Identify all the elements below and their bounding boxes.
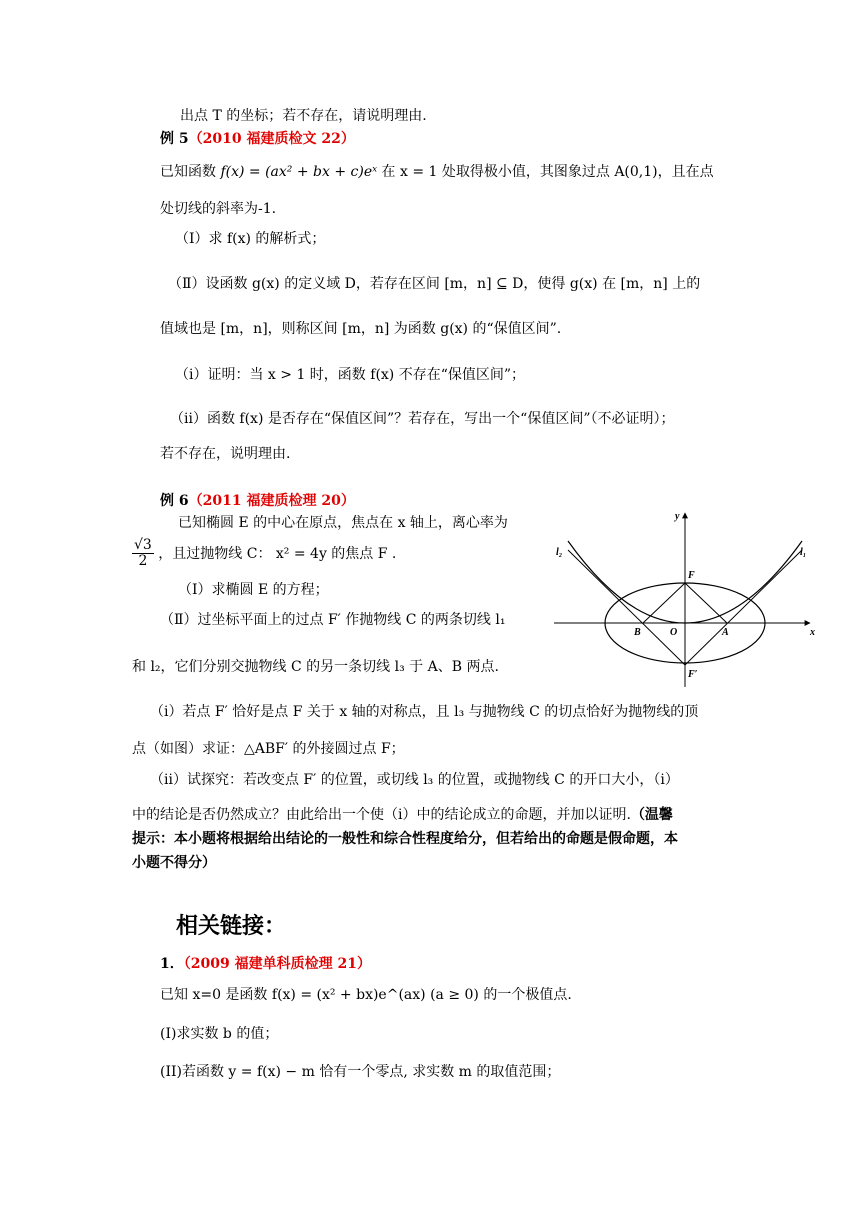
example-6-label: 例 6: [160, 493, 189, 509]
example-6-source: （2011 福建质检理 20）: [188, 493, 355, 509]
example-6-q1: （Ⅰ）求椭圆 E 的方程；: [178, 582, 329, 598]
hint-start: （温馨: [630, 807, 673, 823]
tangent-l1: [685, 550, 802, 665]
label-f-prime: F′: [688, 669, 698, 680]
example-6-qii-line1: （ⅱ）试探究：若改变点 F′ 的位置，或切线 l₃ 的位置，或抛物线 C 的开口大小，（ⅰ）: [150, 772, 679, 788]
example-6-stem-b: ，且过抛物线 C： x² = 4y 的焦点 F .: [158, 545, 397, 562]
example-5-stem-a: 已知函数: [160, 164, 216, 180]
eccentricity-fraction: [132, 538, 154, 570]
label-x: x: [810, 627, 815, 638]
example-6-qii-line2: [132, 807, 673, 824]
example-6-stem-line1: 已知椭圆 E 的中心在原点，焦点在 x 轴上，离心率为: [178, 515, 508, 531]
label-f: F: [688, 570, 695, 581]
example-6-header: [160, 493, 355, 510]
example-6-stem-line2: [132, 538, 396, 570]
example-5-q2-line2: 值域也是 [m，n]，则称区间 [m，n] 为函数 g(x) 的“保值区间”.: [160, 321, 562, 337]
related-item-1-source: （2009 福建单科质检理 21）: [183, 956, 371, 972]
example-6-qi-line1: （ⅰ）若点 F′ 恰好是点 F 关于 x 轴的对称点，且 l₃ 与抛物线 C 的切点恰好为抛物线的顶: [150, 704, 699, 720]
example-5-stem-b: 在 x = 1 处取得极小值，其图象过点 A(0,1)，且在点: [381, 164, 714, 180]
ellipse-parabola-figure: [548, 505, 820, 687]
example-6-q2-line2: 和 l₂，它们分别交抛物线 C 的另一条切线 l₃ 于 A、B 两点.: [132, 659, 499, 675]
intro-line: 出点 T 的坐标；若不存在，请说明理由.: [180, 108, 427, 124]
example-5-q2i: （ⅰ）证明：当 x > 1 时，函数 f(x) 不存在“保值区间”；: [175, 367, 526, 383]
example-5-q1: （Ⅰ）求 f(x) 的解析式；: [175, 231, 326, 247]
example-5-q2ii-line2: 若不存在，说明理由.: [160, 446, 291, 462]
example-5-q2-line1: （Ⅱ）设函数 g(x) 的定义域 D，若存在区间 [m，n] ⊆ D，使得 g(x) 在 [m，n] 上的: [168, 276, 701, 292]
example-6-qii-b: 中的结论是否仍然成立？由此给出一个使（ⅰ）中的结论成立的命题，并加以证明.: [132, 807, 631, 823]
example-5-header: [160, 131, 355, 148]
example-6-q2-line1: （Ⅱ）过坐标平面上的过点 F′ 作抛物线 C 的两条切线 l₁: [160, 612, 506, 628]
label-o: O: [670, 627, 678, 638]
label-l2: l₂: [556, 547, 563, 558]
example-6-hint-line2: 提示：本小题将根据给出结论的一般性和综合性程度给分，但若给出的命题是假命题，本: [132, 831, 678, 847]
segment-fa: [685, 583, 727, 623]
example-5-source: （2010 福建质检文 22）: [188, 131, 355, 147]
example-6-hint-line3: 小题不得分）: [132, 855, 216, 871]
label-b: B: [634, 627, 641, 638]
label-l1: l₁: [800, 547, 807, 558]
related-item-1-number: 1．: [160, 956, 184, 972]
label-y: y: [675, 511, 680, 522]
related-item-1-stem: 已知 x=0 是函数 f(x) = (x² + bx)e^(ax) (a ≥ 0) 的一个极值点.: [160, 987, 572, 1003]
fraction-numerator: √3: [134, 537, 152, 553]
related-item-1-q1: (I)求实数 b 的值；: [160, 1026, 279, 1042]
related-item-1-header: [160, 956, 371, 973]
example-5-q2ii-line1: （ⅱ）函数 f(x) 是否存在“保值区间”？若存在，写出一个“保值区间”（不必证明）；: [170, 411, 675, 427]
related-links-heading: 相关链接：: [176, 914, 287, 939]
example-6-qi-line2: 点（如图）求证：△ABF′ 的外接圆过点 F；: [132, 741, 405, 757]
example-5-stem-line2: 处切线的斜率为-1.: [160, 201, 277, 217]
tangent-l2: [568, 550, 685, 665]
example-5-formula: f(x) = (ax² + bx + c)eˣ: [220, 164, 378, 180]
example-5-stem-line1: [160, 164, 714, 181]
example-5-label: 例 5: [160, 131, 189, 147]
fraction-denominator: 2: [138, 553, 148, 570]
related-item-1-q2: (II)若函数 y = f(x) − m 恰有一个零点, 求实数 m 的取值范围；: [160, 1064, 561, 1080]
label-a: A: [722, 627, 729, 638]
segment-fb: [643, 583, 685, 623]
